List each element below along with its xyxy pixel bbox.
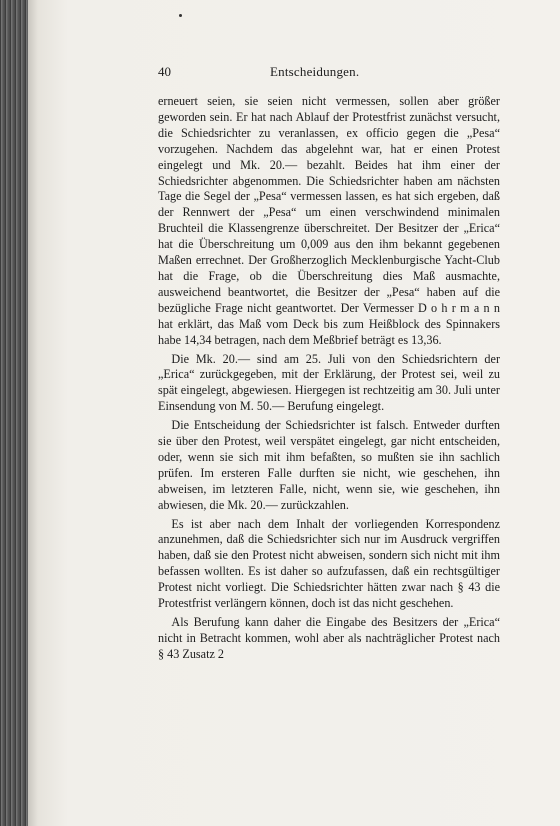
book-spine bbox=[0, 0, 30, 826]
paragraph: erneuert seien, sie seien nicht vermessen, sollen aber größer geworden sein. Er hat nach Ablauf der Protestfrist zunächst versucht, die Schiedsrichter zu veranlassen, ex officio gegen die „Pesa“ vorzugehen. Nachdem das abgelehnt war, hat er einen Protest eingelegt und Mk. 20.— bezahlt. Beides hat ihm einer der Schiedsrichter abgenommen. Die Schiedsrichter haben am nächsten Tage die Segel der „Pesa“ vermessen lassen, es hat sich ergeben, daß der Rennwert der „Pesa“ um einen verschwindend minimalen Bruchteil die Klassengrenze überschreitet. Der Besitzer der „Erica“ hat die Überschreitung um 0,009 aus den ihm bekannt gegebenen Maßen errechnet. Der Großherzoglich Mecklenburgische Yacht-Club hat die Frage, ob die Überschreitung dies Maß ausmachte, ausweichend beantwortet, die Besitzer der „Pesa“ haben auf die bezügliche Frage nicht geantwortet. Der Vermesser D o h r m a n n hat erklärt, das Maß vom Deck bis zum Heißblock des Spinnakers habe 14,34 betragen, nach dem Meßbrief beträgt es 13,36. bbox=[158, 94, 500, 347]
paragraph: Die Mk. 20.— sind am 25. Juli von den Schiedsrichtern der „Erica“ zurückgegeben, mit der Erklärung, der Protest sei, weil zu spät eingelegt, abgewiesen. Hiergegen ist rechtzeitig am 30. Juli unter Einsendung von M. 50.— Berufung eingelegt. bbox=[158, 351, 500, 414]
running-head: Entscheidungen. bbox=[270, 64, 360, 79]
page-number: 40 bbox=[158, 64, 171, 79]
ink-speck bbox=[179, 14, 182, 17]
paragraph: Als Berufung kann daher die Eingabe des Besitzers der „Erica“ nicht in Betracht kommen, wohl aber als nachträglicher Protest nach § 43 Zusatz 2 bbox=[158, 615, 500, 661]
body-text bbox=[158, 94, 500, 666]
paragraph: Es ist aber nach dem Inhalt der vorliegenden Korrespondenz anzunehmen, daß die Schiedsrichter sich nur im Ausdruck vergriffen haben, daß sie den Protest nicht abweisen, sondern sich nicht mit ihm befassen wollten. Es ist daher so aufzufassen, daß ein rechtsgültiger Protest nicht vorliegt. Die Schiedsrichter hätten zwar nach § 43 die Protestfrist verlängern können, doch ist das nicht geschehen. bbox=[158, 516, 500, 611]
page-header bbox=[158, 64, 500, 86]
paragraph: Die Entscheidung der Schiedsrichter ist falsch. Entweder durften sie über den Protest, weil verspätet eingelegt, gar nicht entscheiden, oder, wenn sie sich mit ihm befaßten, so mußten sie ihn sachlich prüfen. Im ersteren Falle durften sie nicht, wie geschehen, ihn abweisen, im letzteren Falle, nicht, wenn sie, wie geschehen, ihn abwiesen, die Mk. 20.— zurückzahlen. bbox=[158, 418, 500, 512]
